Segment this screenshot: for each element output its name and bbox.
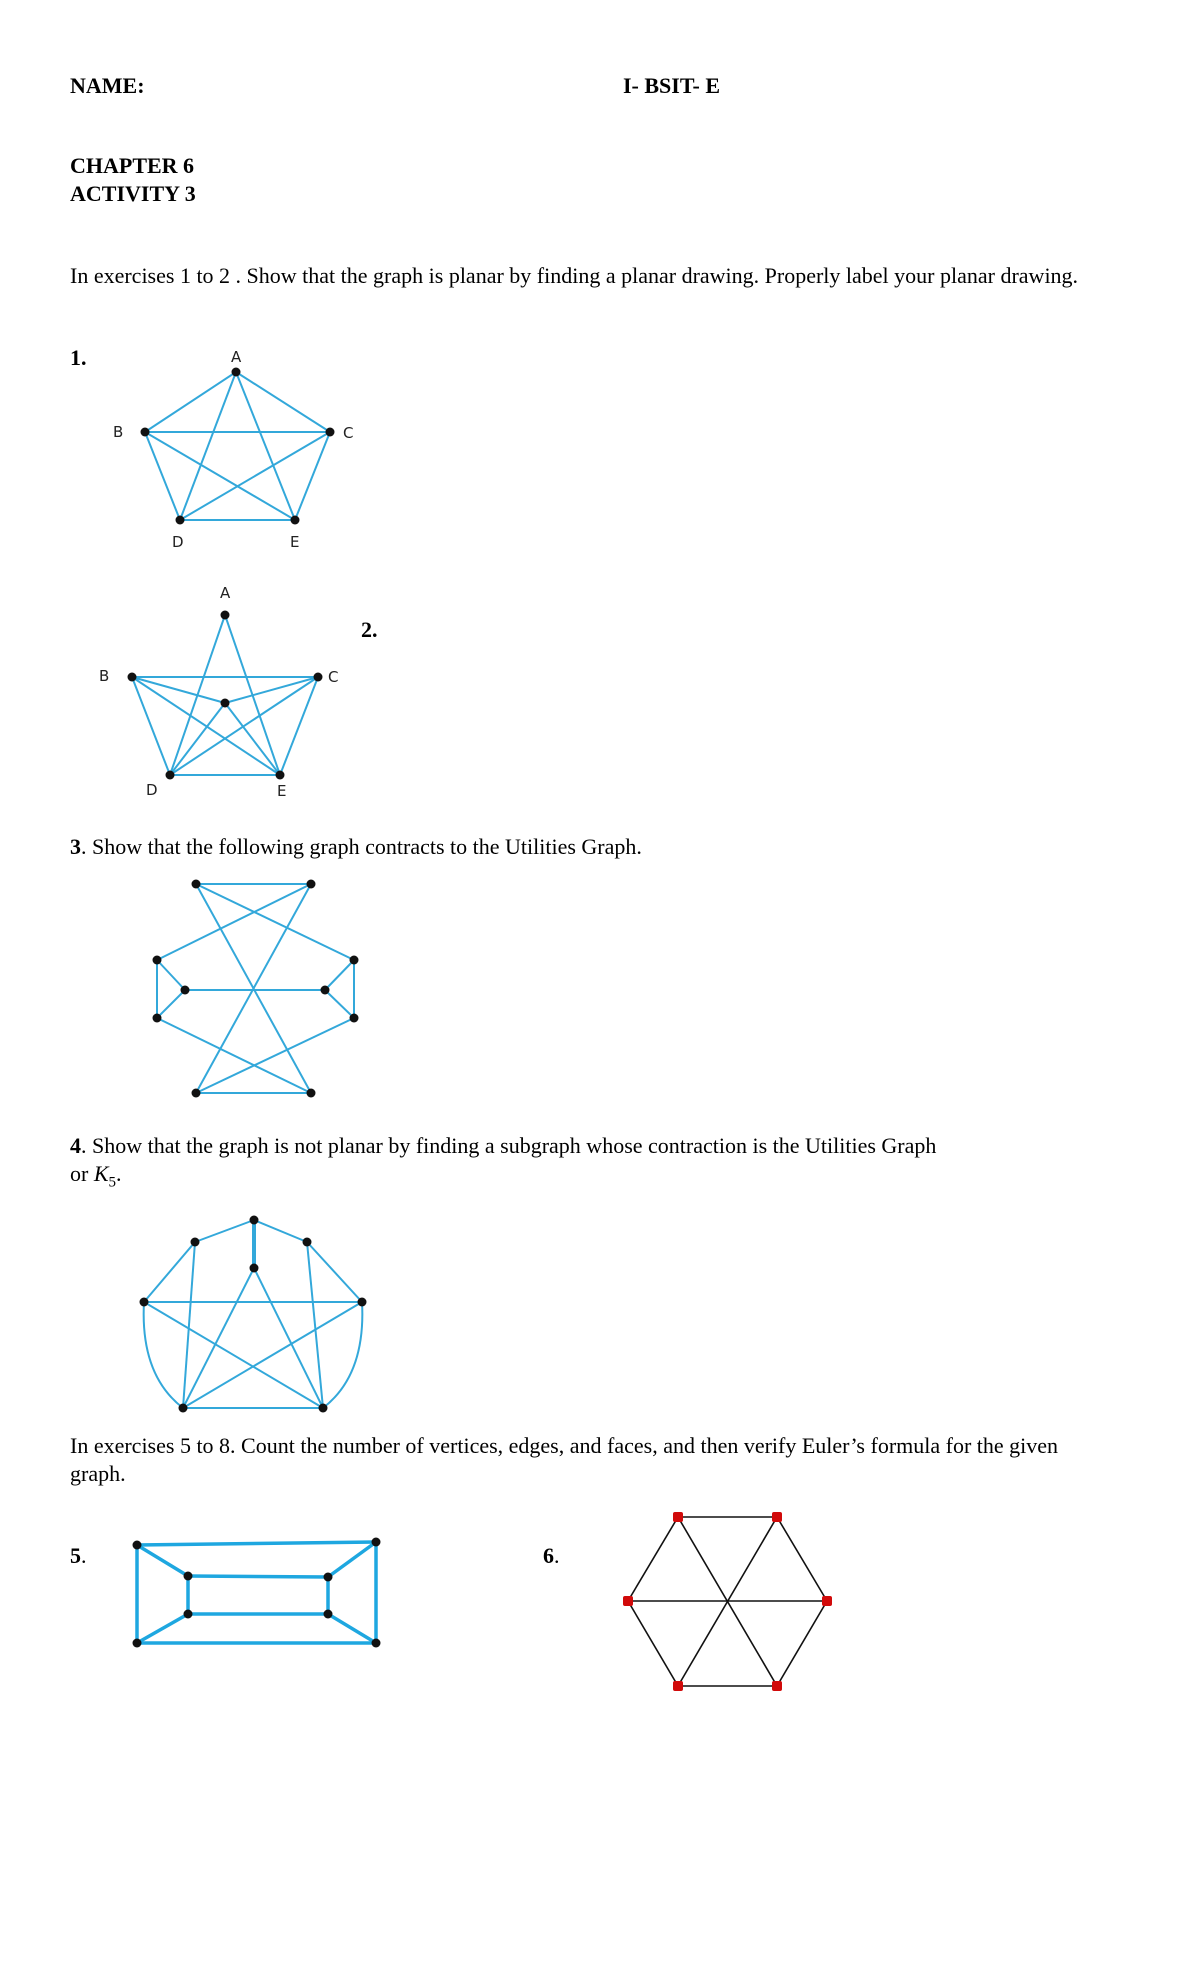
graph-4-edges xyxy=(144,1220,363,1408)
name-label: NAME: xyxy=(70,73,145,98)
problem-6-period: . xyxy=(554,1543,560,1568)
graph-1-edges xyxy=(145,372,330,520)
problem-3-number: 3 xyxy=(70,834,81,859)
problem-4-text-line1 xyxy=(70,1132,936,1160)
graph-5-vertices xyxy=(133,1538,381,1648)
graph-2-label-c: C xyxy=(328,668,339,686)
problem-6-number: 6 xyxy=(543,1543,554,1568)
problem-2-number: 2. xyxy=(361,617,378,642)
instructions-1-2: In exercises 1 to 2 . Show that the graph is planar by finding a planar drawing. Properly label your planar drawing. xyxy=(70,263,1079,288)
activity-title: ACTIVITY 3 xyxy=(70,181,196,206)
problem-5-period: . xyxy=(81,1543,87,1568)
graph-6-edges xyxy=(628,1517,827,1686)
graph-2-label-e: E xyxy=(277,782,287,800)
k5-subscript: 5 xyxy=(108,1174,117,1191)
problem-4-or: or xyxy=(70,1161,94,1186)
graph-1-label-e: E xyxy=(290,533,300,551)
instructions-5-8: In exercises 5 to 8. Count the number of vertices, edges, and faces, and then verify Euler’s formula for the given graph. xyxy=(70,1433,1059,1486)
graph-1-label-c: C xyxy=(343,424,354,442)
problem-6-label xyxy=(543,1542,560,1570)
problem-3-text xyxy=(70,833,642,861)
problem-4-period: . xyxy=(116,1161,122,1186)
k5-symbol: K xyxy=(93,1161,109,1186)
graph-5-edges xyxy=(137,1542,376,1643)
graph-2-vertices xyxy=(128,611,323,780)
graph-1-label-d: D xyxy=(172,533,184,551)
graph-1-label-a: A xyxy=(231,348,242,366)
graph-2-edges xyxy=(132,615,318,775)
problem-4-number: 4 xyxy=(70,1133,81,1158)
problem-5-number: 5 xyxy=(70,1543,81,1568)
graph-2-label-b: B xyxy=(99,667,110,685)
graph-2-label-a: A xyxy=(220,584,231,602)
problem-5-label xyxy=(70,1542,87,1570)
problem-4-text-line2 xyxy=(70,1160,122,1196)
problem-1-number: 1. xyxy=(70,345,87,370)
problem-4-prompt: . Show that the graph is not planar by finding a subgraph whose contraction is the Utilities Graph xyxy=(81,1133,937,1158)
graph-2-label-d: D xyxy=(146,781,158,799)
chapter-title: CHAPTER 6 xyxy=(70,153,195,178)
problem-3-prompt: . Show that the following graph contracts to the Utilities Graph. xyxy=(81,834,642,859)
section-label: I- BSIT- E xyxy=(623,73,721,98)
graph-1-label-b: B xyxy=(113,423,124,441)
